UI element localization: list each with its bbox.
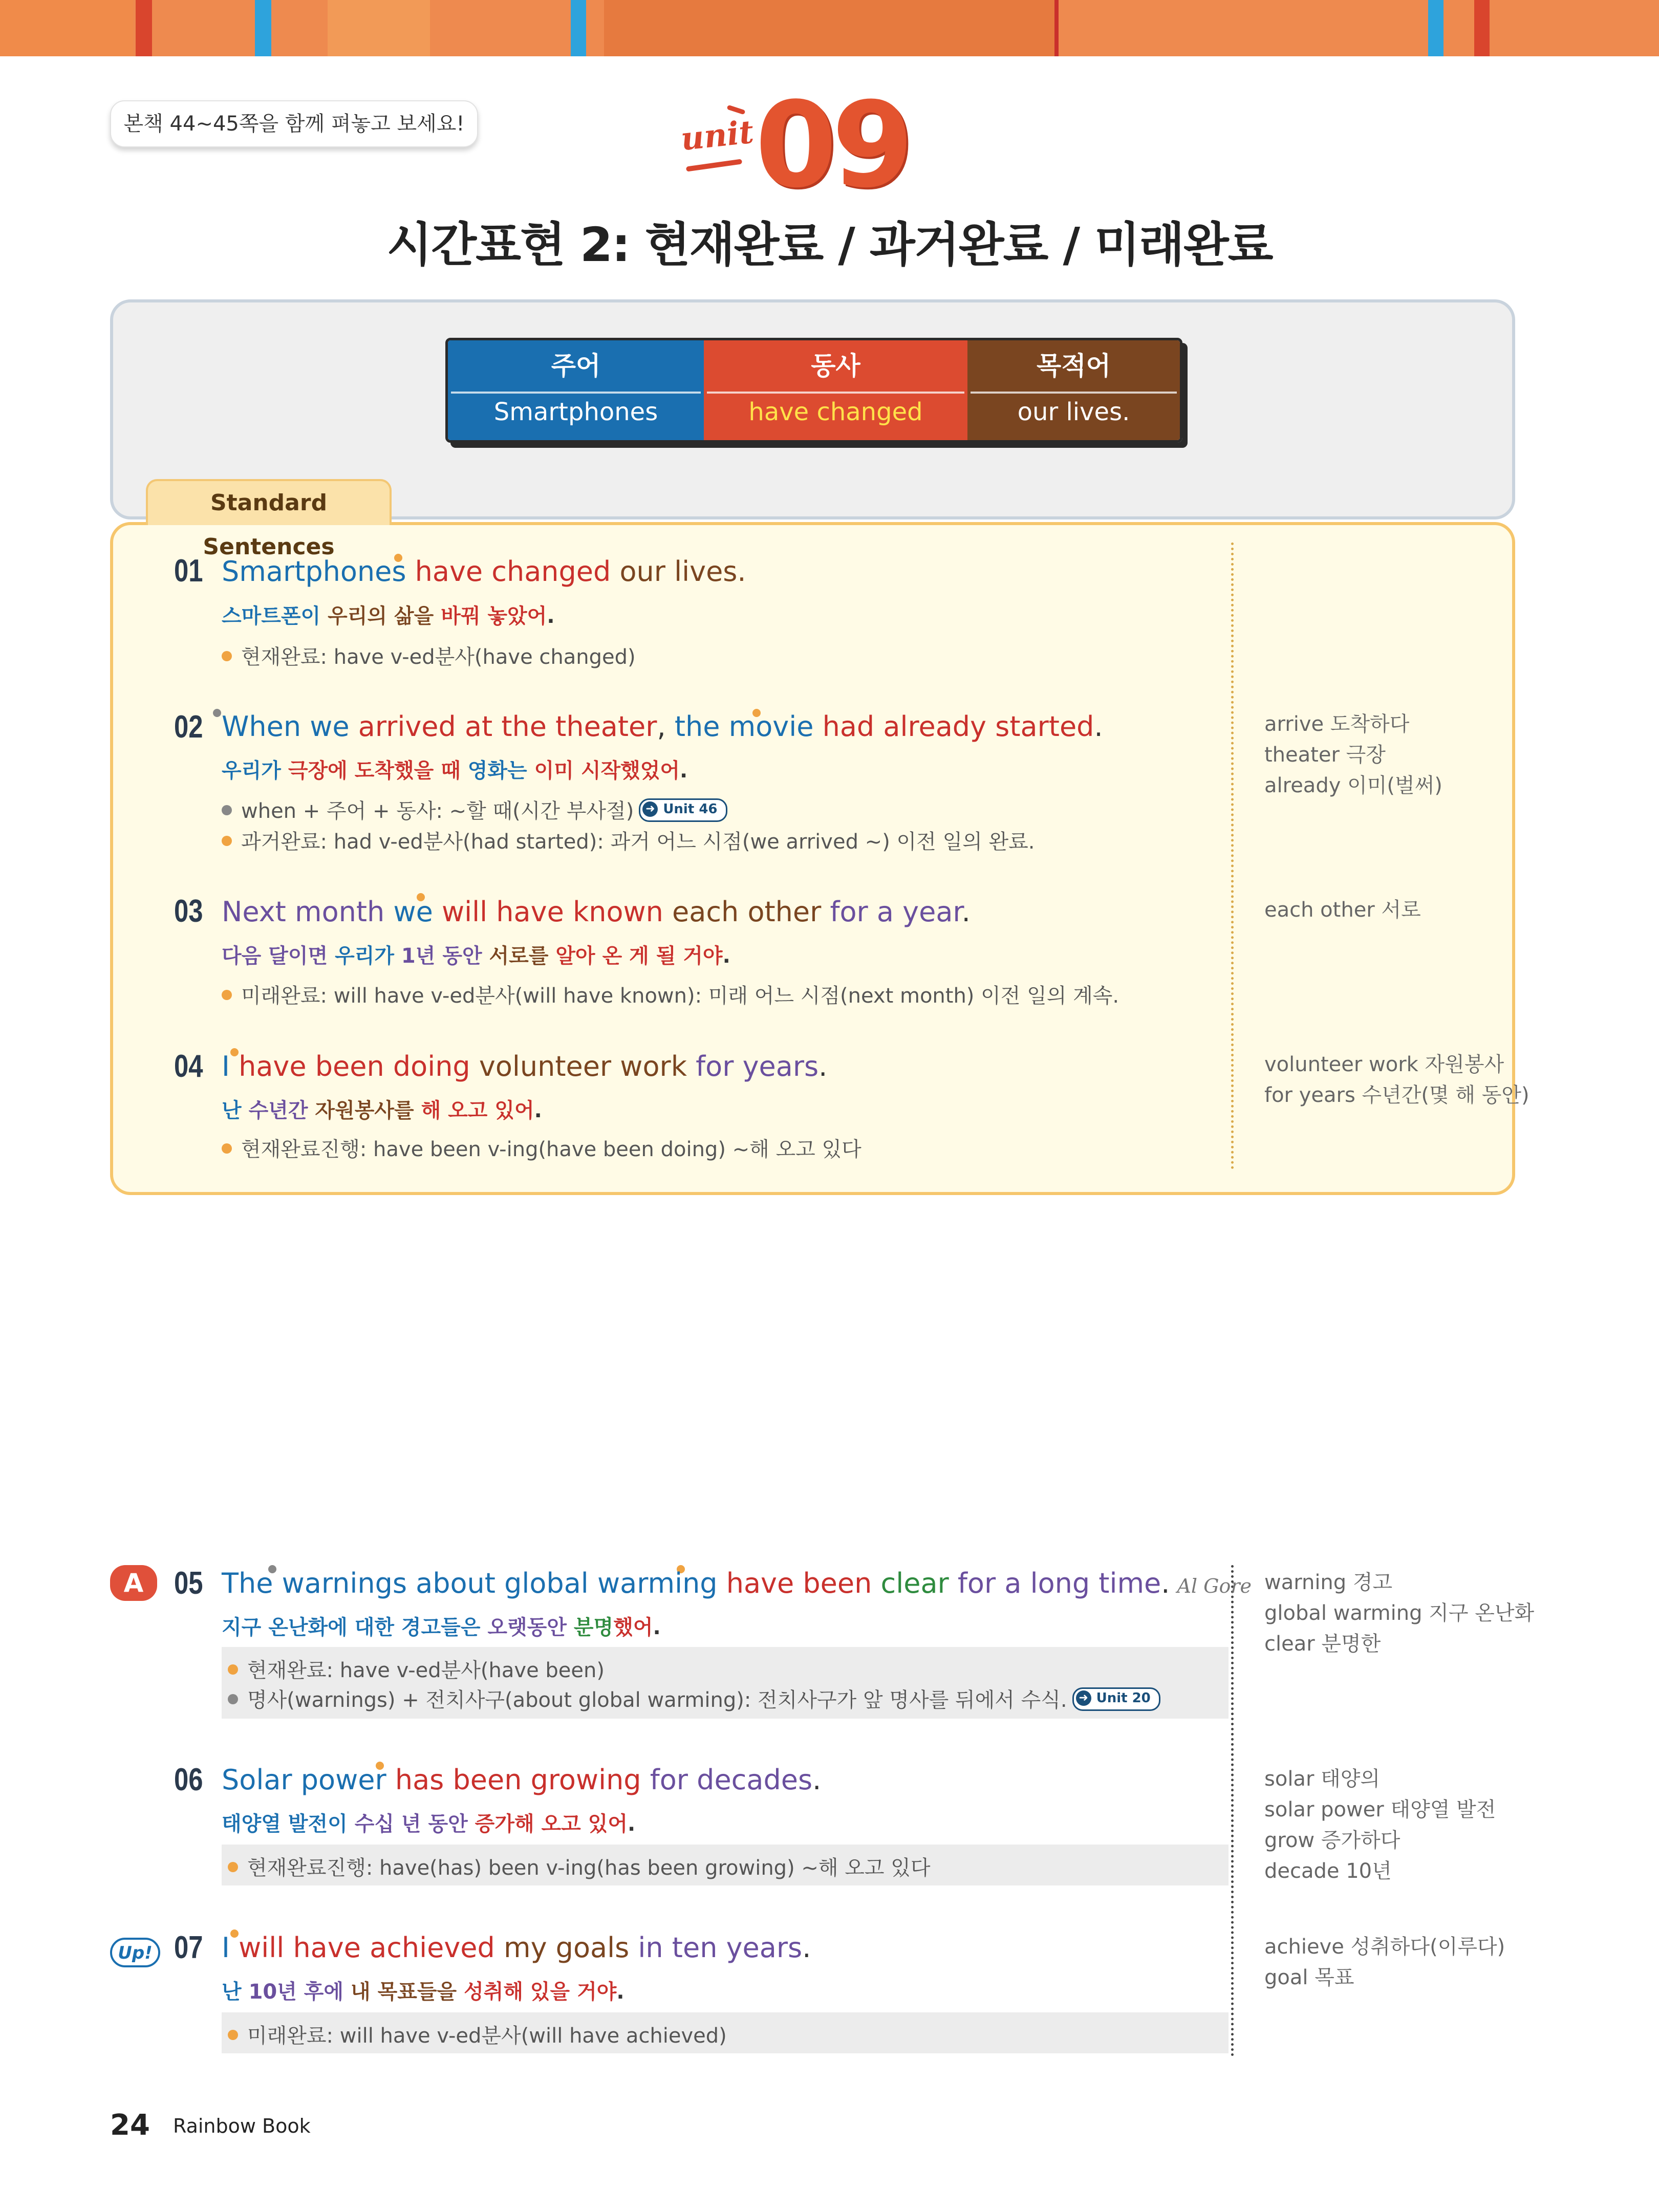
vocabulary-list (1264, 1049, 1529, 1111)
unit-tick-mark (726, 105, 745, 115)
bullet-dot (222, 990, 232, 1000)
sentence-korean: 다음 달이면 우리가 1년 동안 서로를 알아 온 게 될 거야. (222, 944, 730, 968)
lower-divider (1231, 1565, 1234, 2056)
sentence-english: When we arrived at the theater, the movie had already started. (222, 710, 1103, 743)
vocab-item: clear 분명한 (1264, 1632, 1381, 1656)
bullet-dot (222, 805, 232, 815)
vocab-item: grow 증가하다 (1264, 1829, 1401, 1852)
bullet-dot (222, 651, 232, 661)
subject-column (448, 340, 704, 440)
sentence-korean: 태양열 발전이 수십 년 동안 증가해 오고 있어. (222, 1812, 636, 1836)
sentence-korean: 난 10년 후에 내 목표들을 성취해 있을 거야. (222, 1980, 624, 2004)
vocabulary-list (1264, 709, 1442, 801)
unit-reference-link[interactable]: ➜ Unit 46 (639, 798, 727, 822)
sentence-english: Smartphones have changed our lives. (222, 555, 746, 588)
sentence-structure-table (445, 338, 1182, 443)
unit-word: unit (679, 113, 756, 158)
sentence-number: 01 (174, 553, 203, 589)
vocab-item: each other 서로 (1264, 898, 1421, 922)
sentence-korean: 난 수년간 자원봉사를 해 오고 있어. (222, 1099, 542, 1122)
grammar-note: when + 주어 + 동사: ~할 때(시간 부사절) ➜ Unit 46 (222, 795, 727, 824)
vocab-item: achieve 성취하다(이루다) (1264, 1935, 1505, 1959)
bullet-dot (228, 1862, 238, 1872)
clause-marker-dot (213, 709, 221, 717)
bullet-dot (222, 1143, 232, 1154)
sentence-korean: 우리가 극장에 도착했을 때 영화는 이미 시작했었어. (222, 759, 688, 783)
book-name: Rainbow Book (173, 2115, 311, 2137)
arrow-right-icon: ➜ (1076, 1690, 1091, 1706)
sentence-korean: 지구 온난화에 대한 경고들은 오랫동안 분명했어. (222, 1616, 661, 1639)
grammar-note: 현재완료진행: have been v-ing(have been doing) ~해 오고 있다 (222, 1133, 861, 1162)
vocab-item: volunteer work 자원봉사 (1264, 1053, 1504, 1076)
sentence-english: The warnings about global warming have been clear for a long time. Al Gore (222, 1567, 1252, 1599)
vocab-item: global warming 지구 온난화 (1264, 1601, 1535, 1625)
bullet-dot (222, 836, 232, 846)
bullet-dot (228, 1664, 238, 1675)
sentence-number: 06 (174, 1762, 203, 1797)
object-label: 목적어 (1037, 351, 1111, 381)
subject-value: Smartphones (451, 392, 701, 430)
unit-number: 09 (755, 77, 909, 214)
page-number: 24 (110, 2109, 150, 2142)
unit-swoosh (686, 159, 742, 171)
grammar-note: 미래완료: will have v-ed분사(will have achieved) (228, 2020, 727, 2049)
sentence-number: 03 (174, 894, 203, 929)
arrow-right-icon: ➜ (642, 801, 658, 817)
vocab-item: for years 수년간(몇 해 동안) (1264, 1083, 1529, 1107)
object-value: our lives. (971, 392, 1177, 430)
up-level-badge: Up! (110, 1938, 160, 1967)
unit-reference-link[interactable]: ➜ Unit 20 (1072, 1687, 1160, 1711)
grammar-note: 미래완료: will have v-ed분사(will have known): 미래 어느 시점(next month) 이전 일의 계속. (222, 980, 1119, 1009)
bullet-dot (228, 1694, 238, 1704)
grammar-note: 현재완료: have v-ed분사(have changed) (222, 641, 636, 670)
vocab-item: warning 경고 (1264, 1571, 1393, 1594)
grammar-note: 현재완료진행: have(has) been v-ing(has been growing) ~해 오고 있다 (228, 1852, 931, 1881)
standard-sentences-tab: Standard Sentences (146, 479, 392, 525)
vocab-item: already 이미(벌써) (1264, 774, 1442, 797)
sentence-number: 05 (174, 1566, 203, 1601)
quote-author: Al Gore (1177, 1575, 1252, 1597)
sentence-english: Next month we will have known each other for a year. (222, 896, 971, 928)
verb-label: 동사 (811, 351, 860, 381)
grammar-note: 명사(warnings) + 전치사구(about global warming): 전치사구가 앞 명사를 뒤에서 수식. ➜ Unit 20 (228, 1684, 1160, 1713)
vocabulary-list (1264, 895, 1421, 925)
page-title: 시간표현 2: 현재완료 / 과거완료 / 미래완료 (386, 218, 1273, 272)
vocabulary-list (1264, 1567, 1534, 1659)
object-column (967, 340, 1180, 440)
sentence-korean: 스마트폰이 우리의 삶을 바꿔 놓았어. (222, 604, 555, 628)
vocabulary-list (1264, 1764, 1496, 1886)
reference-pill: 본책 44~45쪽을 함께 펴놓고 보세요! (110, 100, 478, 147)
vocab-item: decade 10년 (1264, 1859, 1392, 1883)
sentence-english: I will have achieved my goals in ten years. (222, 1932, 811, 1964)
vocab-item: solar power 태양열 발전 (1264, 1798, 1496, 1821)
sentence-number: 07 (174, 1930, 203, 1965)
vocabulary-list (1264, 1932, 1505, 1993)
vocab-item: arrive 도착하다 (1264, 712, 1410, 736)
panel-divider (1231, 543, 1234, 1169)
section-a-badge: A (110, 1565, 157, 1601)
sentence-number: 02 (174, 709, 203, 745)
subject-label: 주어 (551, 351, 601, 381)
verb-value: have changed (707, 392, 964, 430)
sentence-number: 04 (174, 1049, 203, 1084)
grammar-note: 과거완료: had v-ed분사(had started): 과거 어느 시점(we arrived ~) 이전 일의 완료. (222, 826, 1035, 855)
vocab-item: theater 극장 (1264, 743, 1386, 767)
sentence-english: I have been doing volunteer work for years. (222, 1050, 828, 1082)
bullet-dot (228, 2030, 238, 2040)
sentence-english: Solar power has been growing for decades. (222, 1764, 822, 1796)
verb-column (704, 340, 967, 440)
top-decorative-band (0, 0, 1659, 56)
vocab-item: goal 목표 (1264, 1966, 1354, 1989)
grammar-note: 현재완료: have v-ed분사(have been) (228, 1654, 605, 1683)
vocab-item: solar 태양의 (1264, 1767, 1381, 1791)
